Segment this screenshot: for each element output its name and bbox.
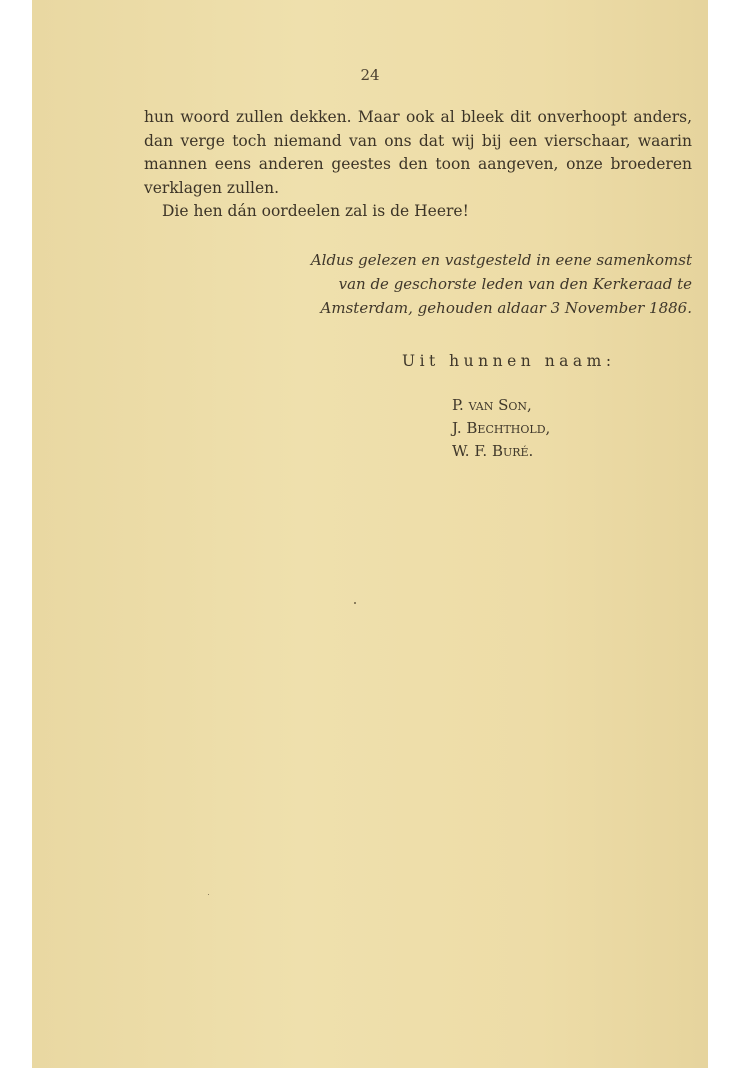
paragraph: hun woord zullen dekken. Maar ook al bleek dit onverhoopt anders, dan verge toch niemand van ons dat wij bij een vierschaar, waarin mannen eens anderen geestes den toon aangeven, onze broederen verklagen zullen. bbox=[144, 108, 692, 197]
signatory-name: P. van Son, bbox=[452, 396, 532, 414]
paper-speck bbox=[208, 894, 209, 895]
signoff-statement bbox=[262, 248, 692, 320]
book-page bbox=[32, 0, 708, 1068]
body-text bbox=[144, 106, 692, 224]
paper-speck bbox=[354, 602, 356, 604]
page-number: 24 bbox=[360, 66, 380, 84]
signoff-line: van de geschorste leden van den Kerkeraad te bbox=[338, 275, 692, 293]
paragraph: Die hen dán oordeelen zal is de Heere! bbox=[162, 202, 469, 220]
signoff-line: Aldus gelezen en vastgesteld in eene samenkomst bbox=[310, 251, 692, 269]
signoff-line: Amsterdam, gehouden aldaar 3 November 1886. bbox=[320, 299, 692, 317]
signatory-name: J. Bechthold, bbox=[452, 419, 551, 437]
signatories bbox=[452, 394, 550, 463]
signatory-name: W. F. Buré. bbox=[452, 442, 534, 460]
closing-phrase: Uit hunnen naam: bbox=[402, 352, 616, 370]
